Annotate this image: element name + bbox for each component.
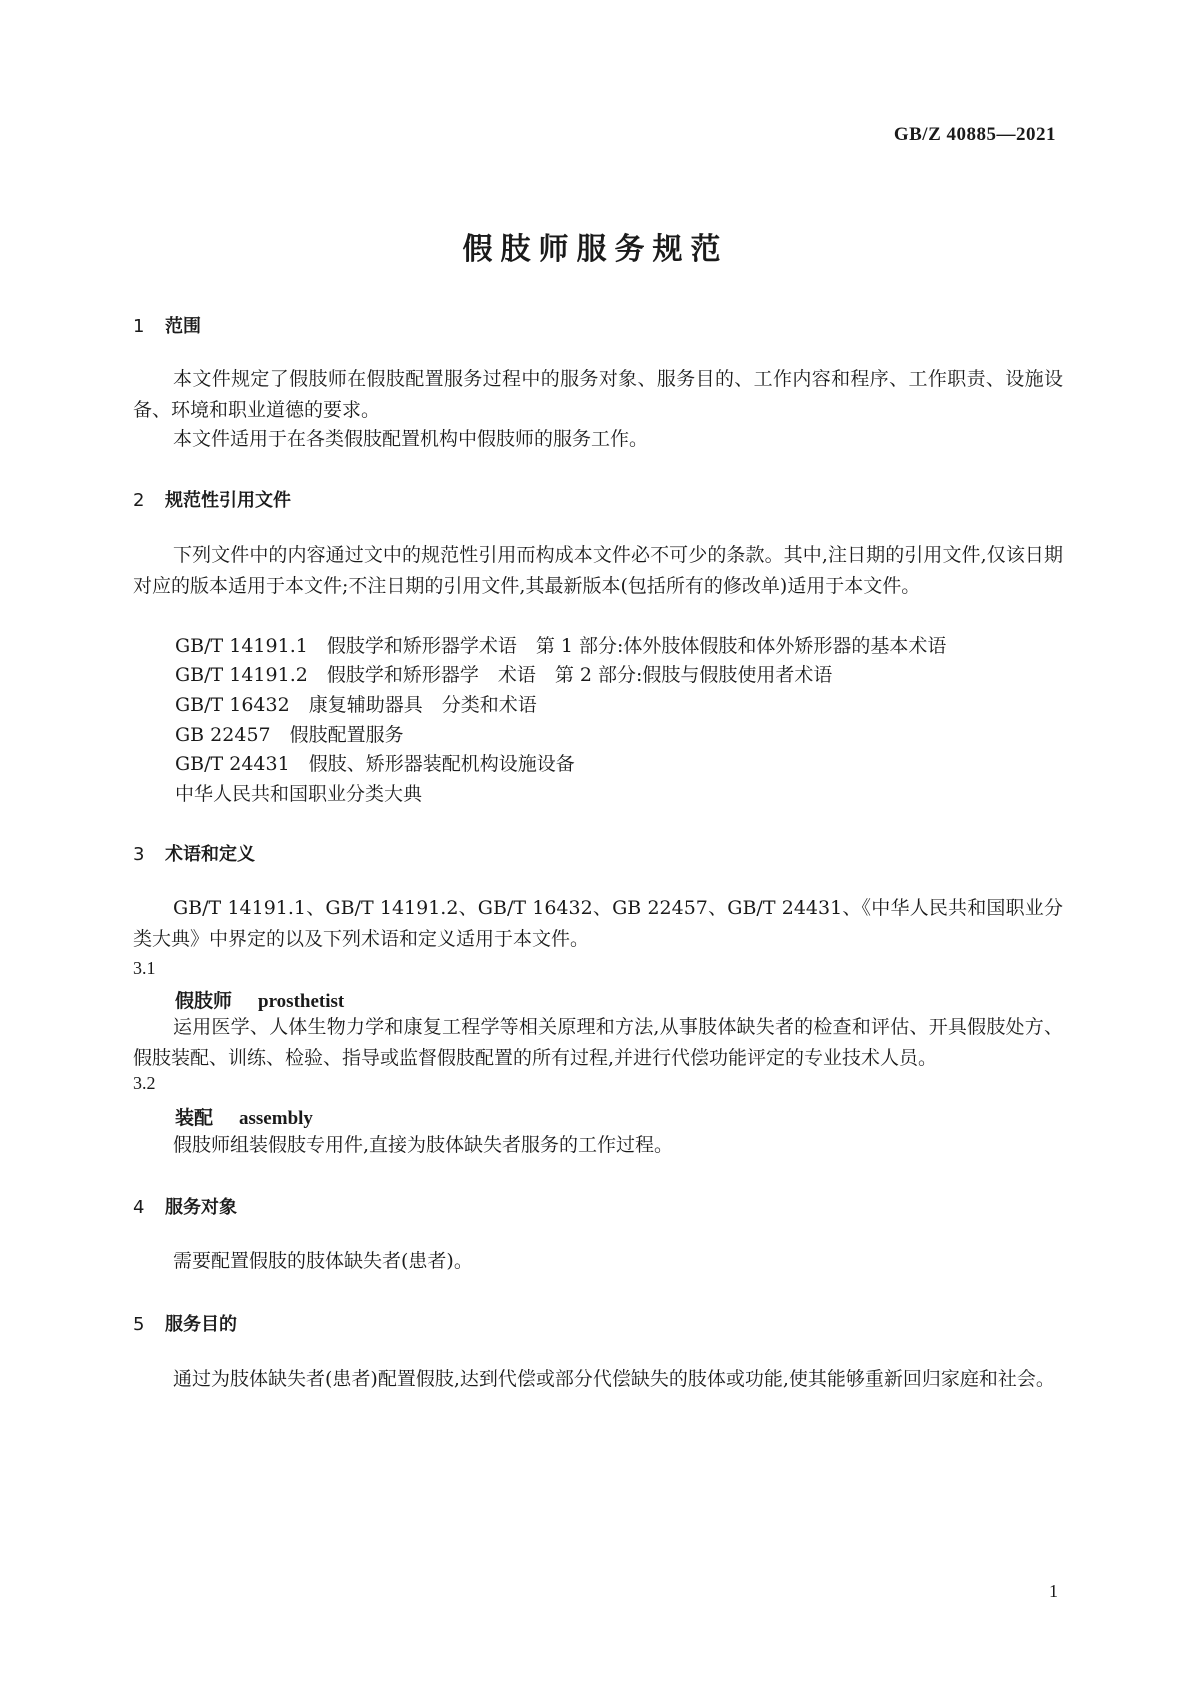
section-title: 服务目的 [165, 1314, 237, 1335]
term-heading [175, 1103, 313, 1130]
term-en: prosthetist [258, 991, 345, 1012]
paragraph: 本文件适用于在各类假肢配置机构中假肢师的服务工作。 [173, 428, 649, 450]
term-number: 3.1 [133, 958, 156, 978]
reference-item: GB/T 16432 康复辅助器具 分类和术语 [175, 694, 537, 716]
standard-code: GB/Z 40885—2021 [893, 124, 1056, 145]
section-number: 4 [133, 1197, 145, 1218]
term-number: 3.2 [133, 1073, 156, 1093]
reference-item: GB/T 14191.1 假肢学和矫形器学术语 第 1 部分:体外肢体假肢和体外矫形器的基本术语 [175, 635, 947, 657]
reference-item: GB/T 24431 假肢、矫形器装配机构设施设备 [175, 753, 575, 775]
section-number: 5 [133, 1314, 145, 1335]
term-definition: 运用医学、人体生物力学和康复工程学等相关原理和方法,从事肢体缺失者的检查和评估、开具假肢处方、假肢装配、训练、检验、指导或监督假肢配置的所有过程,并进行代偿功能评定的专业技术人员。 [133, 1016, 1063, 1069]
term-zh: 装配 [175, 1107, 214, 1129]
term-zh: 假肢师 [175, 990, 233, 1012]
section-heading-4 [133, 1193, 237, 1219]
section-heading-3 [133, 840, 255, 866]
paragraph: 需要配置假肢的肢体缺失者(患者)。 [173, 1250, 473, 1272]
section-title: 范围 [165, 316, 201, 337]
section-number: 3 [133, 844, 145, 865]
section-title: 服务对象 [165, 1197, 237, 1218]
section-heading-1 [133, 312, 201, 338]
paragraph: 通过为肢体缺失者(患者)配置假肢,达到代偿或部分代偿缺失的肢体或功能,使其能够重新回归家庭和社会。 [173, 1368, 1055, 1390]
paragraph: GB/T 14191.1、GB/T 14191.2、GB/T 16432、GB 22457、GB/T 24431、《中华人民共和国职业分类大典》中界定的以及下列术语和定义适用于本文件。 [133, 897, 1063, 950]
term-definition: 假肢师组装假肢专用件,直接为肢体缺失者服务的工作过程。 [173, 1134, 674, 1156]
section-title: 规范性引用文件 [165, 490, 291, 511]
section-heading-5 [133, 1310, 237, 1336]
section-number: 2 [133, 490, 145, 511]
section-title: 术语和定义 [165, 844, 255, 865]
reference-item: 中华人民共和国职业分类大典 [175, 783, 423, 805]
reference-item: GB/T 14191.2 假肢学和矫形器学 术语 第 2 部分:假肢与假肢使用者术语 [175, 664, 833, 686]
paragraph: 本文件规定了假肢师在假肢配置服务过程中的服务对象、服务目的、工作内容和程序、工作职责、设施设备、环境和职业道德的要求。 [133, 368, 1063, 421]
page-title: 假肢师服务规范 [462, 232, 729, 267]
section-number: 1 [133, 316, 145, 337]
term-en: assembly [239, 1108, 313, 1129]
paragraph: 下列文件中的内容通过文中的规范性引用而构成本文件必不可少的条款。其中,注日期的引用文件,仅该日期对应的版本适用于本文件;不注日期的引用文件,其最新版本(包括所有的修改单)适用于本文件。 [133, 544, 1063, 597]
reference-item: GB 22457 假肢配置服务 [175, 724, 404, 746]
page-number: 1 [1049, 1581, 1058, 1601]
term-heading [175, 986, 344, 1013]
section-heading-2 [133, 486, 291, 512]
